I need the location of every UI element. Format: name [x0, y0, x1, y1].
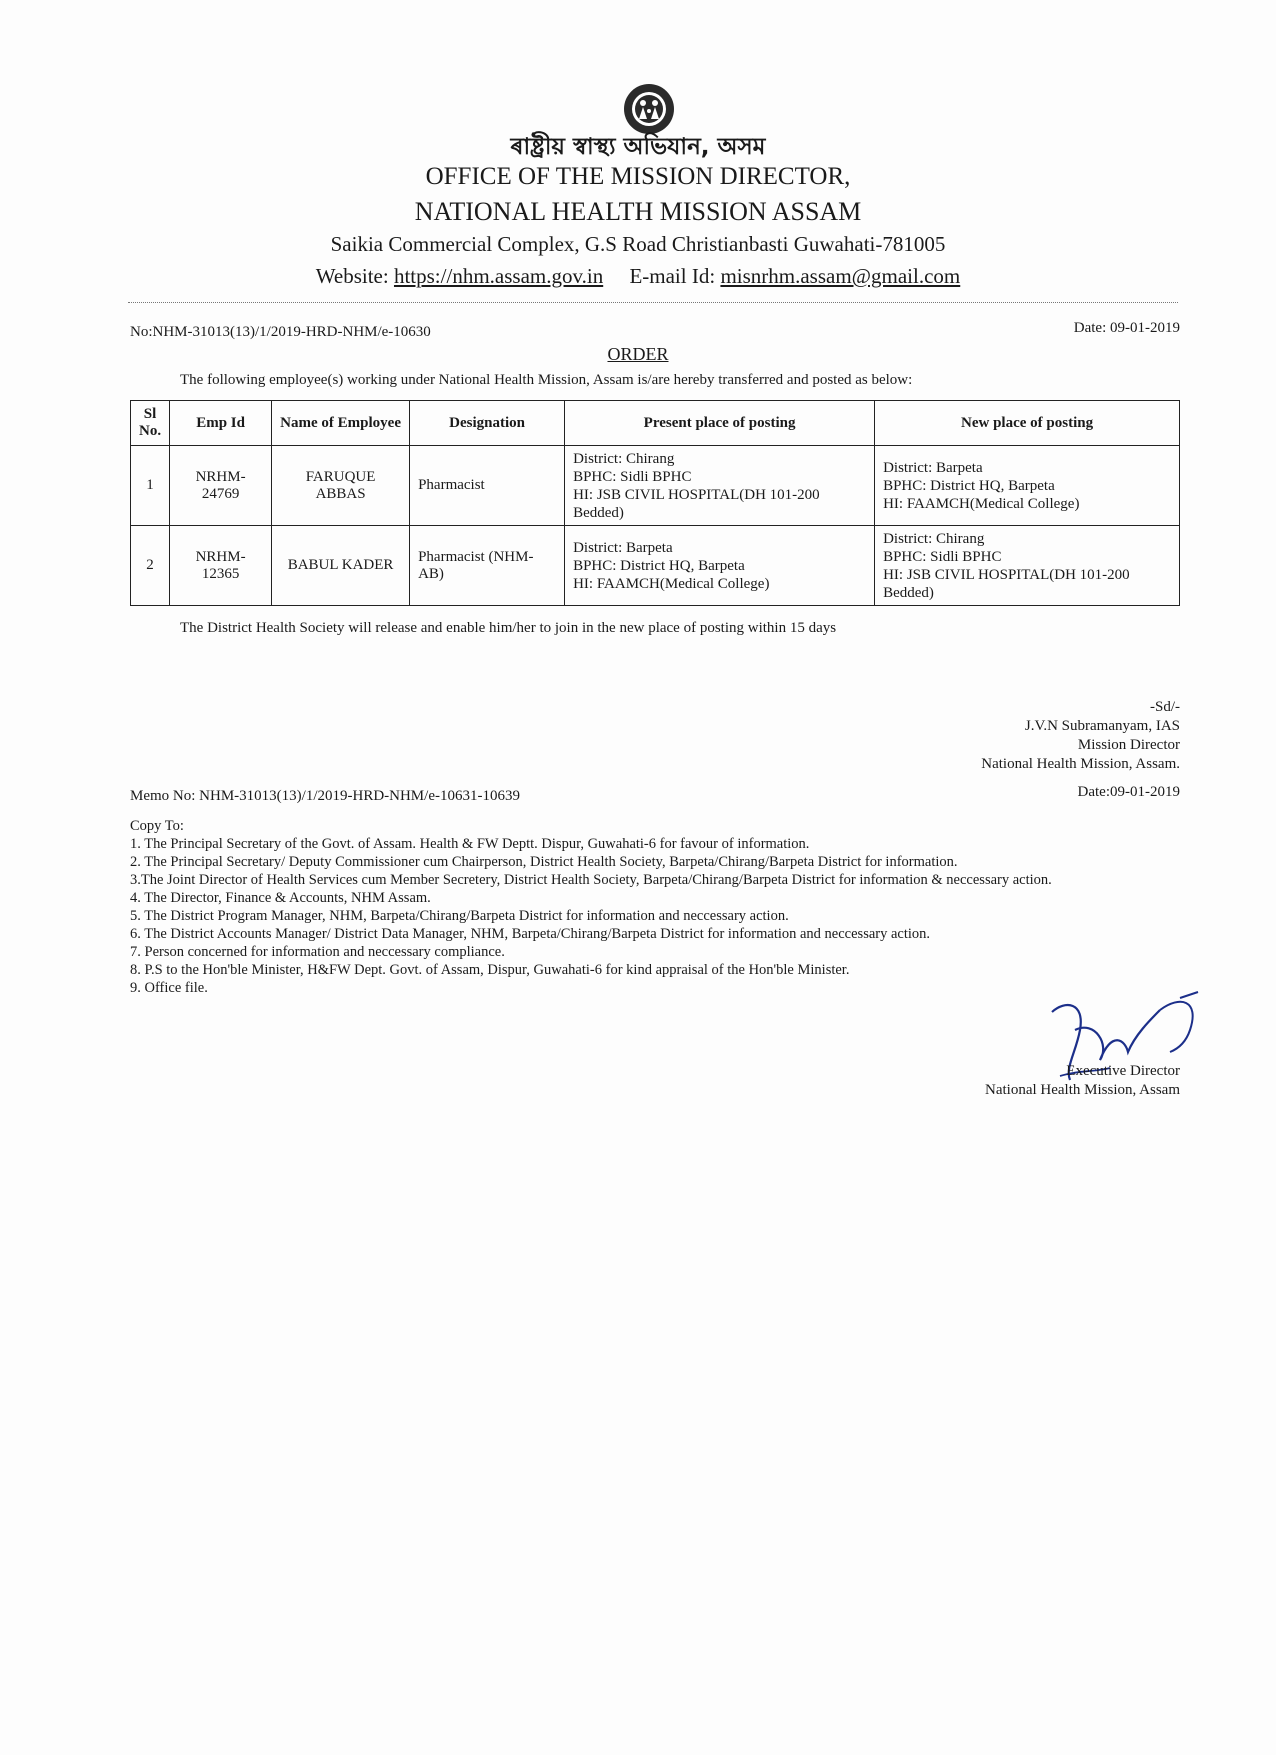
- list-item: 7. Person concerned for information and neccessary compliance.: [130, 944, 505, 960]
- table-header-row: [131, 401, 1180, 446]
- list-item: 1. The Principal Secretary of the Govt. of Assam. Health & FW Deptt. Dispur, Guwahati-6 for favour of information.: [130, 836, 810, 852]
- order-number: No:NHM-31013(13)/1/2019-HRD-NHM/e-10630: [130, 324, 431, 340]
- col-emp-id: Emp Id: [170, 401, 272, 446]
- signatory-org: National Health Mission, Assam.: [981, 756, 1180, 772]
- header-divider: [128, 302, 1178, 303]
- cell-sl: 2: [131, 526, 170, 606]
- list-item: 4. The Director, Finance & Accounts, NHM Assam.: [130, 890, 431, 906]
- table-row: [131, 446, 1180, 526]
- present-district: District: Barpeta: [573, 539, 673, 556]
- cell-present-posting: [565, 526, 875, 606]
- present-hi: HI: FAAMCH(Medical College): [573, 575, 770, 592]
- transfer-table: [130, 400, 1180, 606]
- col-present-posting: Present place of posting: [565, 401, 875, 446]
- order-date: Date: 09-01-2019: [1073, 320, 1180, 336]
- address: Saikia Commercial Complex, G.S Road Christianbasti Guwahati-781005: [330, 232, 946, 256]
- mission-director-signature-block: [981, 698, 1180, 774]
- col-sl: Sl No.: [131, 401, 170, 446]
- release-note: The District Health Society will release and enable him/her to join in the new place of posting within 15 days: [180, 620, 837, 636]
- col-designation: Designation: [410, 401, 565, 446]
- executive-director-signature-block: [985, 1062, 1180, 1100]
- sd-mark: -Sd/-: [1150, 699, 1180, 715]
- mission-title: NATIONAL HEALTH MISSION ASSAM: [414, 197, 862, 226]
- memo-number: Memo No: NHM-31013(13)/1/2019-HRD-NHM/e-10631-10639: [130, 788, 520, 804]
- new-hi: HI: FAAMCH(Medical College): [883, 495, 1080, 512]
- list-item: 8. P.S to the Hon'ble Minister, H&FW Dept. Govt. of Assam, Dispur, Guwahati-6 for kind appraisal of the Hon'ble Minister.: [130, 962, 850, 978]
- new-district: District: Barpeta: [883, 459, 983, 476]
- new-bphc: BPHC: District HQ, Barpeta: [883, 477, 1055, 494]
- cell-name: FARUQUE ABBAS: [272, 446, 410, 526]
- email-link[interactable]: misnrhm.assam@gmail.com: [720, 264, 961, 288]
- email-label: E-mail Id:: [629, 264, 716, 288]
- cell-emp-id: NRHM-12365: [170, 526, 272, 606]
- list-item: 3.The Joint Director of Health Services cum Member Secretery, District Health Society, Barpeta/Chirang/Barpeta District for information & neccessary action.: [130, 872, 1052, 888]
- cell-designation: Pharmacist (NHM-AB): [410, 526, 565, 606]
- office-title: OFFICE OF THE MISSION DIRECTOR,: [425, 163, 851, 190]
- copy-to-label: Copy To:: [130, 818, 184, 834]
- copy-to-list: [130, 818, 1180, 998]
- signatory-name: J.V.N Subramanyam, IAS: [1024, 718, 1180, 734]
- new-hi: HI: JSB CIVIL HOSPITAL(DH 101-200 Bedded): [883, 566, 1130, 601]
- cell-sl: 1: [131, 446, 170, 526]
- order-intro: The following employee(s) working under National Health Mission, Assam is/are hereby transferred and posted as below:: [180, 372, 913, 388]
- exec-title: Executive Director: [1066, 1063, 1180, 1079]
- present-district: District: Chirang: [573, 450, 675, 467]
- cell-new-posting: [875, 526, 1180, 606]
- col-name: Name of Employee: [272, 401, 410, 446]
- memo-date: Date:09-01-2019: [1077, 784, 1180, 800]
- website-label: Website:: [315, 264, 389, 288]
- present-hi: HI: JSB CIVIL HOSPITAL(DH 101-200 Bedded): [573, 486, 820, 521]
- cell-new-posting: [875, 446, 1180, 526]
- contact-line: [0, 264, 1276, 289]
- list-item: 5. The District Program Manager, NHM, Barpeta/Chirang/Barpeta District for information and neccessary action.: [130, 908, 789, 924]
- list-item: 6. The District Accounts Manager/ District Data Manager, NHM, Barpeta/Chirang/Barpeta District for information and neccessary action.: [130, 926, 931, 942]
- table-row: [131, 526, 1180, 606]
- order-title: ORDER: [607, 344, 669, 364]
- new-bphc: BPHC: Sidli BPHC: [883, 548, 1002, 565]
- col-new-posting: New place of posting: [875, 401, 1180, 446]
- cell-present-posting: [565, 446, 875, 526]
- list-item: 9. Office file.: [130, 980, 208, 996]
- present-bphc: BPHC: District HQ, Barpeta: [573, 557, 745, 574]
- cell-emp-id: NRHM-24769: [170, 446, 272, 526]
- exec-org: National Health Mission, Assam: [985, 1082, 1180, 1098]
- signatory-title: Mission Director: [1077, 737, 1180, 753]
- cell-name: BABUL KADER: [272, 526, 410, 606]
- cell-designation: Pharmacist: [410, 446, 565, 526]
- website-link[interactable]: https://nhm.assam.gov.in: [393, 264, 604, 288]
- present-bphc: BPHC: Sidli BPHC: [573, 468, 692, 485]
- new-district: District: Chirang: [883, 530, 985, 547]
- bengali-title: ৰাষ্ট্ৰীয় স্বাস্থ্য অভিযান, অসম: [510, 134, 766, 160]
- list-item: 2. The Principal Secretary/ Deputy Commissioner cum Chairperson, District Health Society, Barpeta/Chirang/Barpeta District for information.: [130, 854, 958, 870]
